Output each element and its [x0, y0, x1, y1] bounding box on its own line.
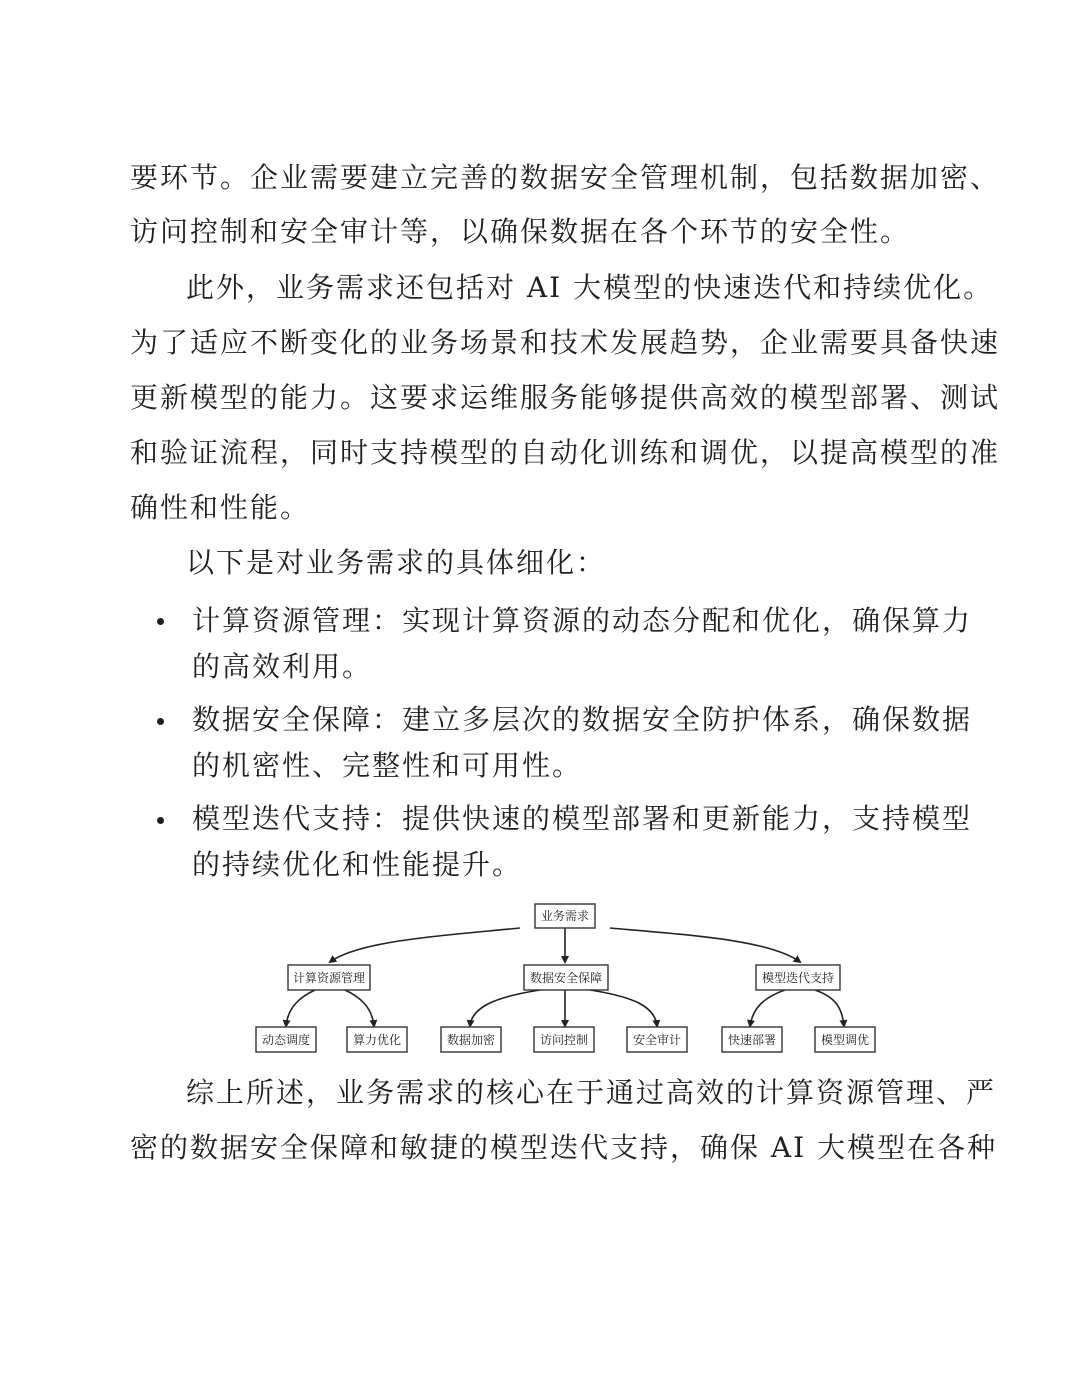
bullet-3-line-1: 模型迭代支持：提供快速的模型部署和更新能力，支持模型 — [192, 802, 973, 835]
bullet-3-dot — [157, 817, 164, 824]
node-access — [534, 1027, 594, 1052]
edge-root-to-model — [610, 928, 800, 962]
bullet-1-line-1: 计算资源管理：实现计算资源的动态分配和优化，确保算力 — [192, 604, 973, 637]
node-optimize — [347, 1027, 407, 1052]
bullet-1-line-2: 的高效利用。 — [192, 650, 373, 683]
edge-security-to-encrypt — [470, 990, 540, 1026]
node-encrypt — [441, 1027, 501, 1052]
paragraph-2-line-1: 此外，业务需求还包括对 AI 大模型的快速迭代和持续优化。 — [186, 271, 994, 304]
node-deploy-label: 快速部署 — [727, 1033, 777, 1047]
node-dispatch-label: 动态调度 — [261, 1033, 311, 1047]
node-security — [524, 965, 608, 990]
paragraph-2-line-3: 更新模型的能力。这要求运维服务能够提供高效的模型部署、测试 — [130, 381, 1001, 414]
paragraph-2-line-5: 确性和性能。 — [130, 491, 311, 524]
edge-compute-to-optimize — [345, 990, 374, 1026]
node-dispatch — [256, 1027, 316, 1052]
paragraph-1-line-1: 要环节。企业需要建立完善的数据安全管理机制，包括数据加密、 — [130, 161, 1001, 194]
tree-diagram-svg — [250, 895, 890, 1065]
node-audit — [627, 1027, 687, 1052]
node-tune — [815, 1027, 875, 1052]
node-deploy — [722, 1027, 782, 1052]
edge-security-to-audit — [590, 990, 657, 1026]
paragraph-2-line-4: 和验证流程，同时支持模型的自动化训练和调优，以提高模型的准 — [130, 436, 1001, 469]
edge-model-to-deploy — [750, 990, 785, 1026]
paragraph-3-line-1: 以下是对业务需求的具体细化： — [186, 546, 607, 579]
node-model — [756, 965, 840, 990]
node-optimize-label: 算力优化 — [352, 1033, 402, 1047]
node-compute — [288, 965, 370, 990]
bullet-2-line-1: 数据安全保障：建立多层次的数据安全防护体系，确保数据 — [192, 703, 973, 736]
bullet-3-line-2: 的持续优化和性能提升。 — [192, 848, 523, 881]
node-root — [535, 904, 595, 928]
paragraph-4-line-1: 综上所述，业务需求的核心在于通过高效的计算资源管理、严 — [186, 1076, 997, 1109]
node-audit-label: 安全审计 — [632, 1033, 682, 1047]
requirements-tree-diagram — [250, 895, 890, 1065]
bullet-1-dot — [157, 618, 164, 625]
node-encrypt-label: 数据加密 — [446, 1033, 496, 1047]
edge-root-to-compute — [330, 928, 520, 962]
paragraph-2-line-2: 为了适应不断变化的业务场景和技术发展趋势，企业需要具备快速 — [130, 326, 1001, 359]
node-tune-label: 模型调优 — [820, 1033, 870, 1047]
node-model-label: 模型迭代支持 — [761, 971, 835, 985]
edge-model-to-tune — [815, 990, 844, 1026]
node-security-label: 数据安全保障 — [529, 971, 603, 985]
edge-compute-to-dispatch — [286, 990, 315, 1026]
paragraph-1-line-2: 访问控制和安全审计等，以确保数据在各个环节的安全性。 — [130, 215, 911, 248]
paragraph-4-line-2: 密的数据安全保障和敏捷的模型迭代支持，确保 AI 大模型在各种 — [130, 1131, 998, 1164]
node-compute-label: 计算资源管理 — [292, 971, 366, 985]
node-access-label: 访问控制 — [539, 1033, 589, 1047]
bullet-2-dot — [157, 718, 164, 725]
node-root-label: 业务需求 — [540, 909, 590, 923]
bullet-2-line-2: 的机密性、完整性和可用性。 — [192, 749, 583, 782]
